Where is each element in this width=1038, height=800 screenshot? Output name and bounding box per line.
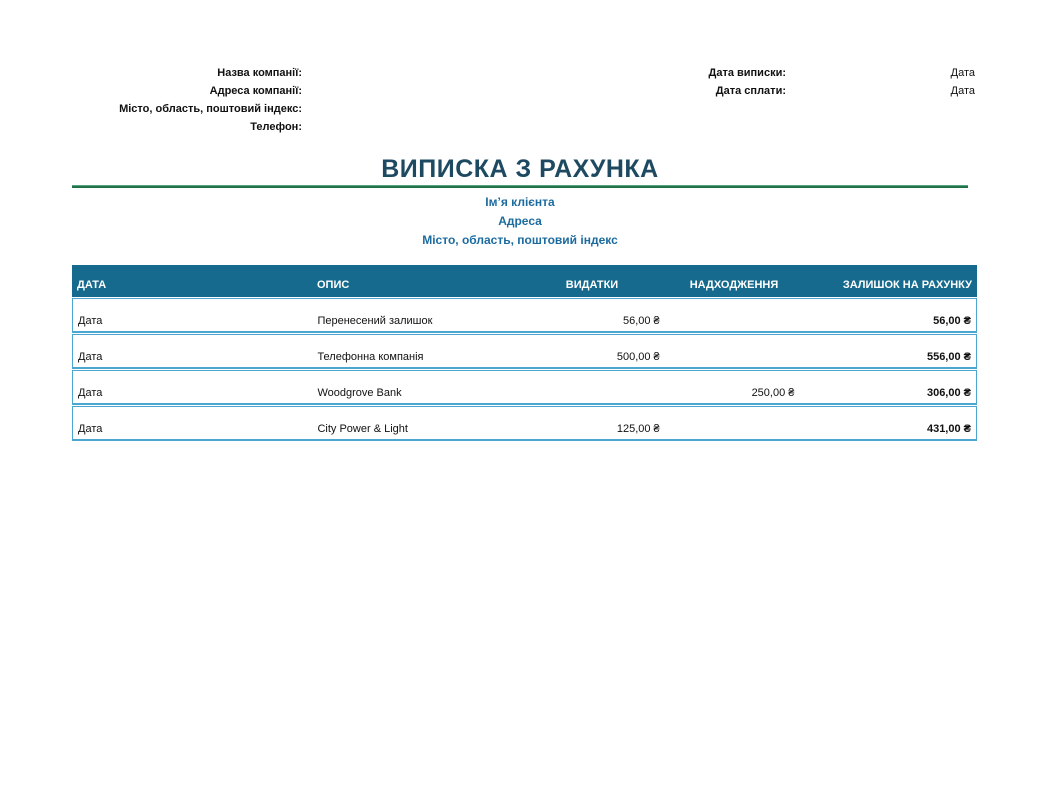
issue-date-label: Дата виписки: <box>708 67 786 79</box>
due-date-value: Дата <box>950 85 975 97</box>
header-description: ОПИС <box>317 279 350 291</box>
client-address: Адреса <box>498 214 542 228</box>
client-city: Місто, область, поштовий індекс <box>422 233 618 247</box>
row-description-cell: City Power & Light <box>317 423 408 435</box>
sender-address-block <box>60 64 302 136</box>
table-header-row <box>72 265 977 297</box>
row-credit-cell <box>668 435 800 439</box>
row-description-cell: Перенесений залишок <box>317 315 433 327</box>
row-balance-cell: 306,00 ₴ <box>926 387 971 399</box>
row-balance-cell: 556,00 ₴ <box>926 351 971 363</box>
row-debit-cell: 125,00 ₴ <box>616 423 660 435</box>
statement-table <box>72 265 977 441</box>
header-balance: ЗАЛИШОК НА РАХУНКУ <box>842 279 972 291</box>
row-debit-cell: 500,00 ₴ <box>616 351 660 363</box>
header-date: ДАТА <box>77 279 107 291</box>
row-date-cell: Дата <box>78 387 103 399</box>
company-name-label: Назва компанії: <box>217 67 302 79</box>
header-debit: ВИДАТКИ <box>565 279 619 291</box>
table-row <box>72 334 977 369</box>
header-credit: НАДХОДЖЕННЯ <box>689 279 779 291</box>
row-debit-cell <box>530 399 668 403</box>
row-description-cell: Телефонна компанія <box>317 351 424 363</box>
row-credit-cell <box>668 363 800 367</box>
title-divider-rule <box>72 185 968 188</box>
statement-dates-values <box>860 64 975 100</box>
page-title: ВИПИСКА З РАХУНКА <box>381 155 659 183</box>
row-credit-cell: 250,00 ₴ <box>751 387 795 399</box>
row-date-cell: Дата <box>78 351 103 363</box>
table-row <box>72 298 977 333</box>
row-debit-cell: 56,00 ₴ <box>622 315 660 327</box>
company-city-label: Місто, область, поштовий індекс: <box>119 103 302 115</box>
recipient-block <box>72 193 968 250</box>
company-phone-label: Телефон: <box>250 121 302 133</box>
company-address-label: Адреса компанії: <box>209 85 302 97</box>
row-credit-cell <box>668 327 800 331</box>
issue-date-value: Дата <box>950 67 975 79</box>
row-date-cell: Дата <box>78 315 103 327</box>
table-row <box>72 406 977 441</box>
row-date-cell: Дата <box>78 423 103 435</box>
row-balance-cell: 431,00 ₴ <box>926 423 971 435</box>
row-description-cell: Woodgrove Bank <box>317 387 402 399</box>
table-row <box>72 370 977 405</box>
due-date-label: Дата сплати: <box>715 85 786 97</box>
client-name: Ім’я клієнта <box>485 195 555 209</box>
row-balance-cell: 56,00 ₴ <box>933 315 971 327</box>
statement-dates-labels <box>640 64 786 100</box>
